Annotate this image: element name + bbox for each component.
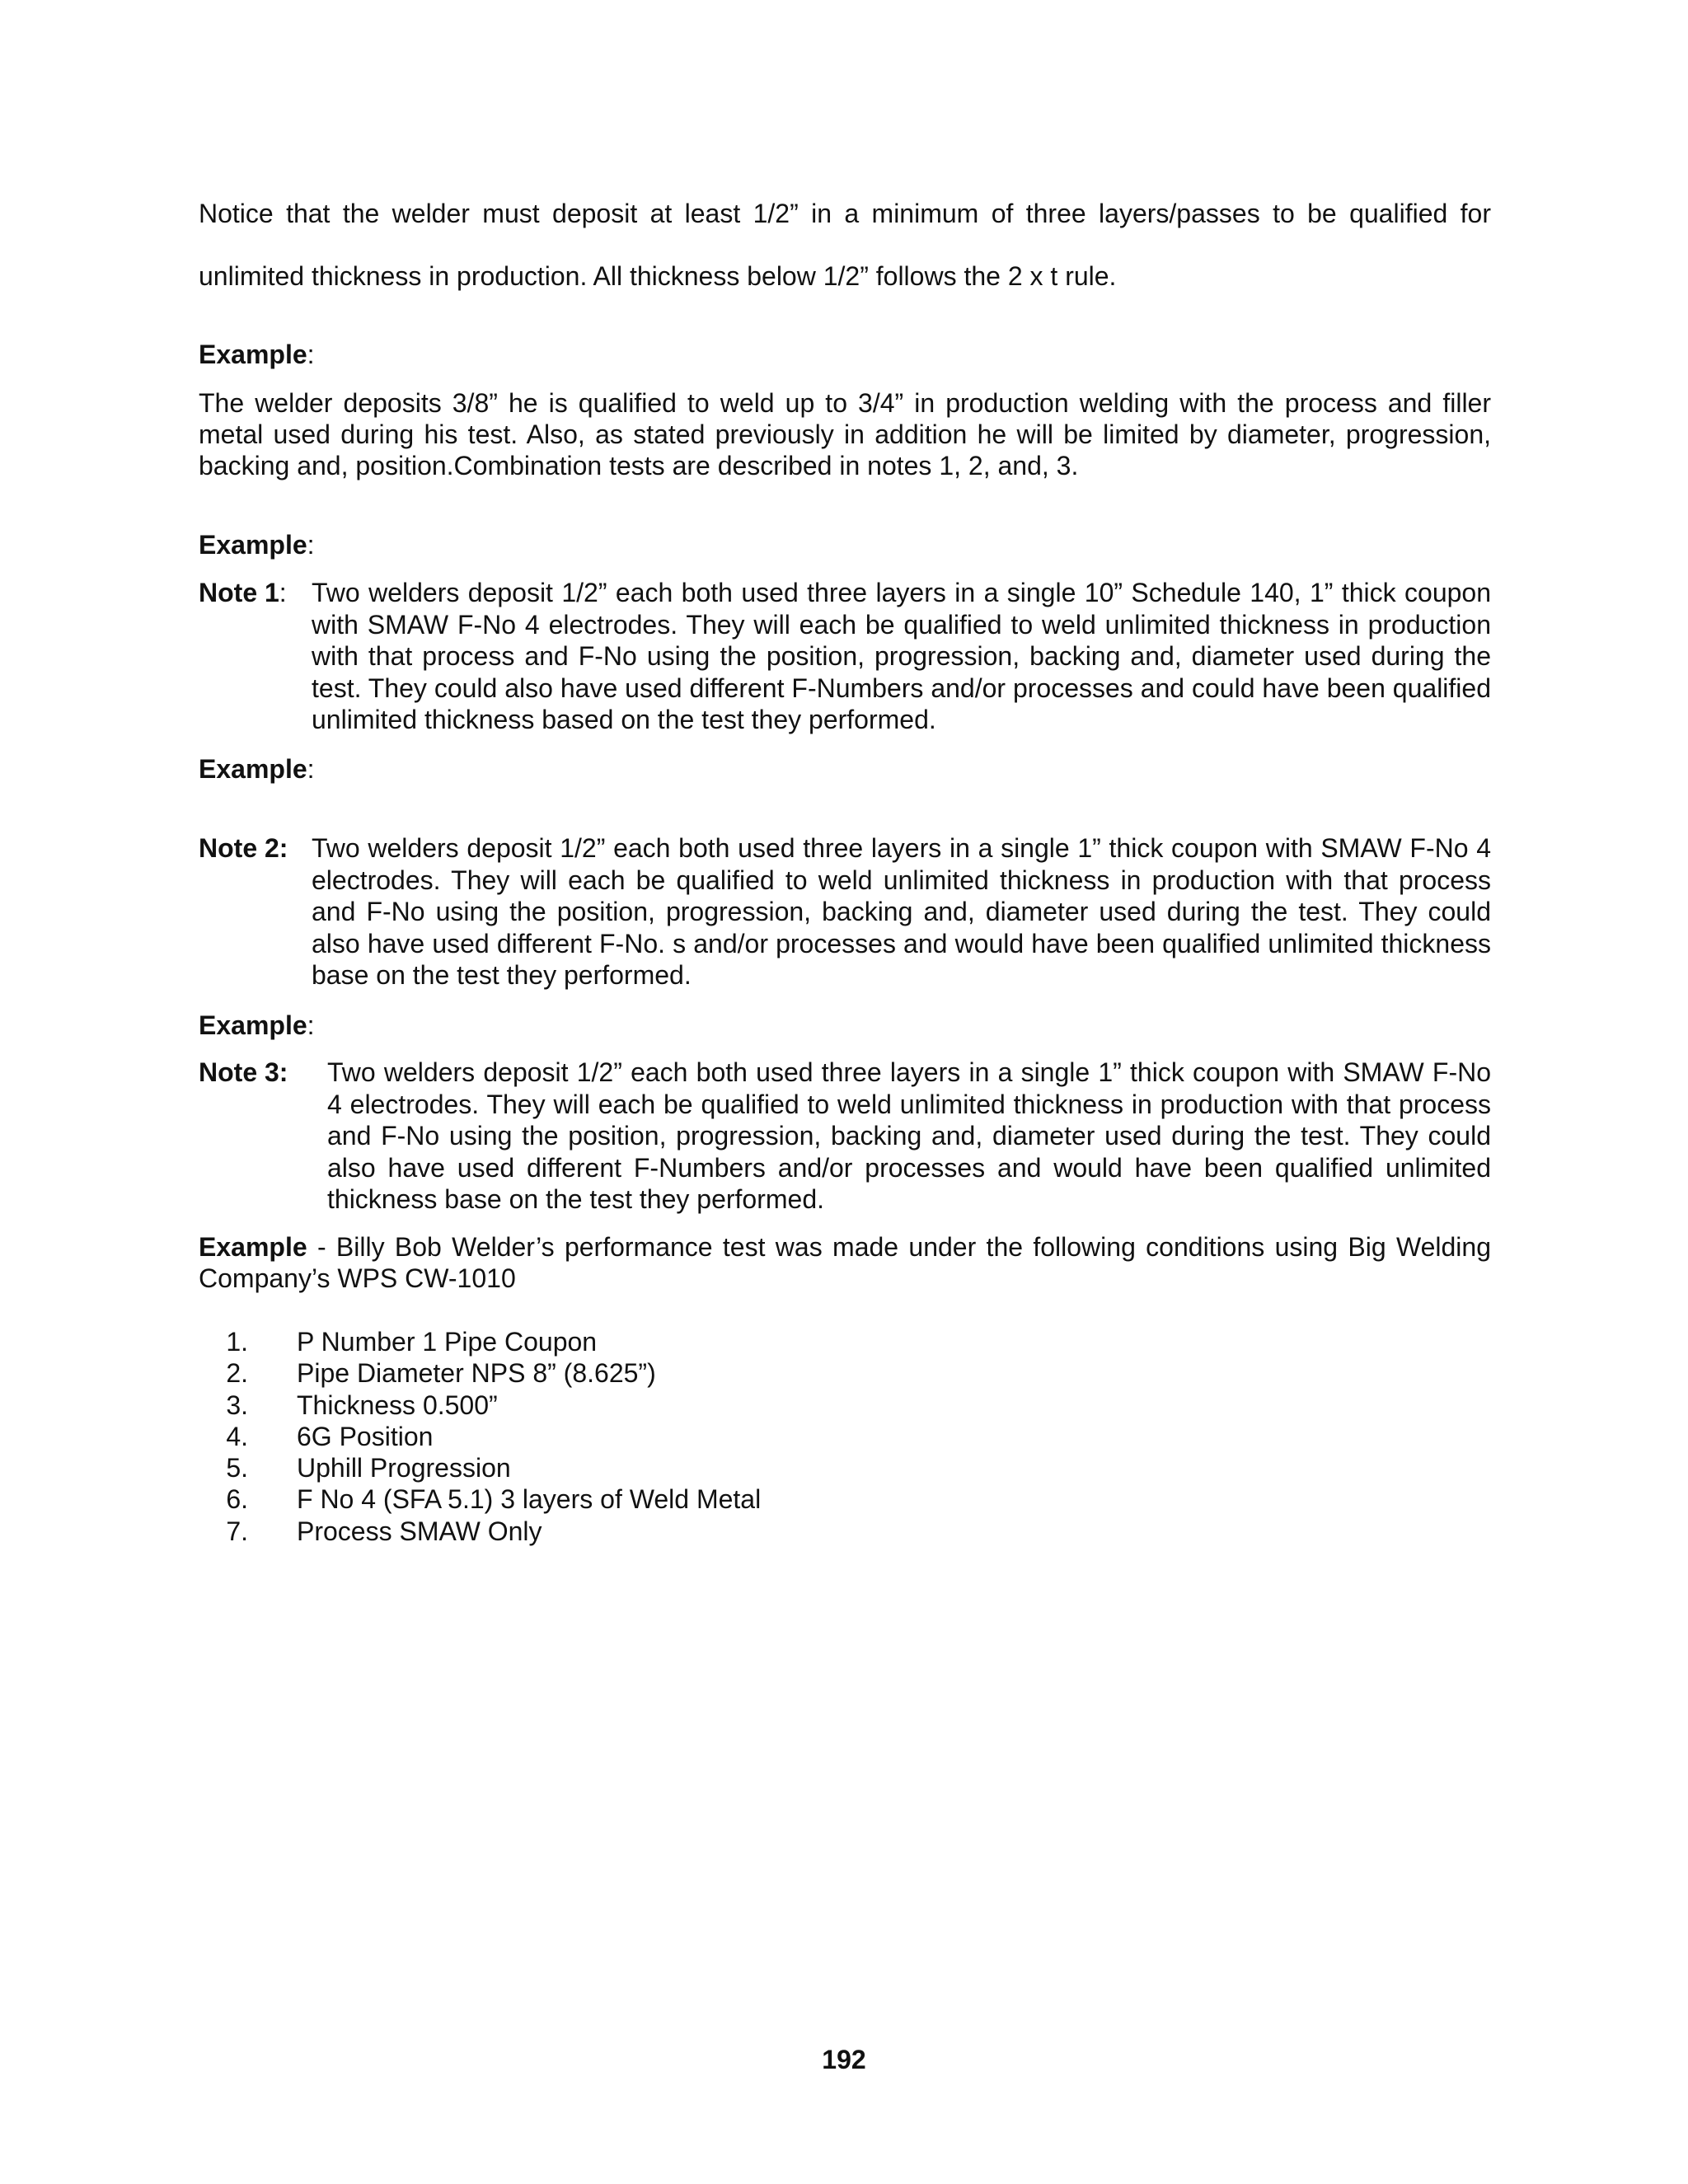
note-3-text: Two welders deposit 1/2” each both used three layers in a single 1” thick coupon with SMAW F-No 4 electrodes. They will each be qualified to weld unlimited thickness in production with that process and F-No using the position, progression, backing and, diameter used during the test. They could also have used different F-Numbers and/or processes and would have been qualified unlimited thickness base on the test they performed.: [327, 1057, 1491, 1214]
list-text: P Number 1 Pipe Coupon: [297, 1327, 598, 1357]
example-1-text: The welder deposits 3/8” he is qualified to weld up to 3/4” in production welding with the process and filler metal used during his test. Also, as stated previously in addition he will be limited by diameter, progression, backing and, position.Combination tests are described in notes 1, 2, and, 3.: [199, 388, 1491, 480]
example-label: Example: [199, 530, 307, 560]
list-item: [199, 1452, 1023, 1483]
example-colon: :: [307, 1010, 315, 1040]
list-item: [199, 1421, 1023, 1452]
list-number: 6.: [226, 1484, 248, 1515]
list-item: [199, 1483, 1023, 1515]
intro-line-1: Notice that the welder must deposit at least 1/2” in a minimum of three layers/passes to be qualified for: [199, 199, 1491, 228]
example-heading-1: [199, 339, 315, 370]
example-label: Example: [199, 754, 307, 784]
list-item: [199, 1390, 1023, 1421]
list-number: 5.: [226, 1453, 248, 1483]
list-text: 6G Position: [297, 1421, 434, 1451]
list-number: 4.: [226, 1421, 248, 1451]
note-1-text: Two welders deposit 1/2” each both used three layers in a single 10” Schedule 140, 1” thick coupon with SMAW F-No 4 electrodes. They will each be qualified to weld unlimited thickness in production with that process and F-No using the position, progression, backing and, diameter used during the test. They could also have used different F-Numbers and/or processes and could have been qualified unlimited thickness based on the test they performed.: [312, 578, 1491, 734]
list-number: 7.: [226, 1516, 248, 1546]
example-5-paragraph: [199, 1231, 1491, 1294]
intro-line-2: unlimited thickness in production. All thickness below 1/2” follows the 2 x t rule.: [199, 261, 1117, 291]
example-label: Example: [199, 1010, 307, 1040]
page-number: 192: [822, 2045, 866, 2074]
note-3-label: Note 3:: [199, 1057, 288, 1087]
note-1-label: Note 1:: [199, 578, 287, 607]
example-heading-3: [199, 753, 315, 785]
example-5-text: - Billy Bob Welder’s performance test was made under the following conditions using Big Welding Company’s WPS CW-1010: [199, 1232, 1491, 1293]
list-item: [199, 1357, 1023, 1389]
list-item: [199, 1326, 1023, 1357]
list-text: Pipe Diameter NPS 8” (8.625”): [297, 1358, 656, 1389]
note-2-text: Two welders deposit 1/2” each both used three layers in a single 1” thick coupon with SMAW F-No 4 electrodes. They will each be qualified to weld unlimited thickness in production with that process and F-No using the position, progression, backing and, diameter used during the test. They could also have used different F-No. s and/or processes and would have been qualified unlimited thickness base on the test they performed.: [312, 833, 1491, 990]
conditions-list: [199, 1326, 1023, 1547]
list-number: 1.: [226, 1327, 248, 1357]
list-text: F No 4 (SFA 5.1) 3 layers of Weld Metal: [297, 1484, 762, 1515]
document-page: [199, 0, 1491, 2184]
example-heading-4: [199, 1010, 315, 1041]
list-number: 3.: [226, 1390, 248, 1420]
example-colon: :: [307, 754, 315, 784]
list-text: Thickness 0.500”: [297, 1390, 498, 1420]
note-2-label: Note 2:: [199, 833, 288, 863]
example-colon: :: [307, 340, 315, 369]
example-label: Example: [199, 1232, 307, 1262]
example-heading-2: [199, 529, 315, 560]
example-colon: :: [307, 530, 315, 560]
example-label: Example: [199, 340, 307, 369]
list-number: 2.: [226, 1358, 248, 1389]
list-item: [199, 1516, 1023, 1547]
list-text: Uphill Progression: [297, 1453, 511, 1483]
list-text: Process SMAW Only: [297, 1516, 542, 1546]
